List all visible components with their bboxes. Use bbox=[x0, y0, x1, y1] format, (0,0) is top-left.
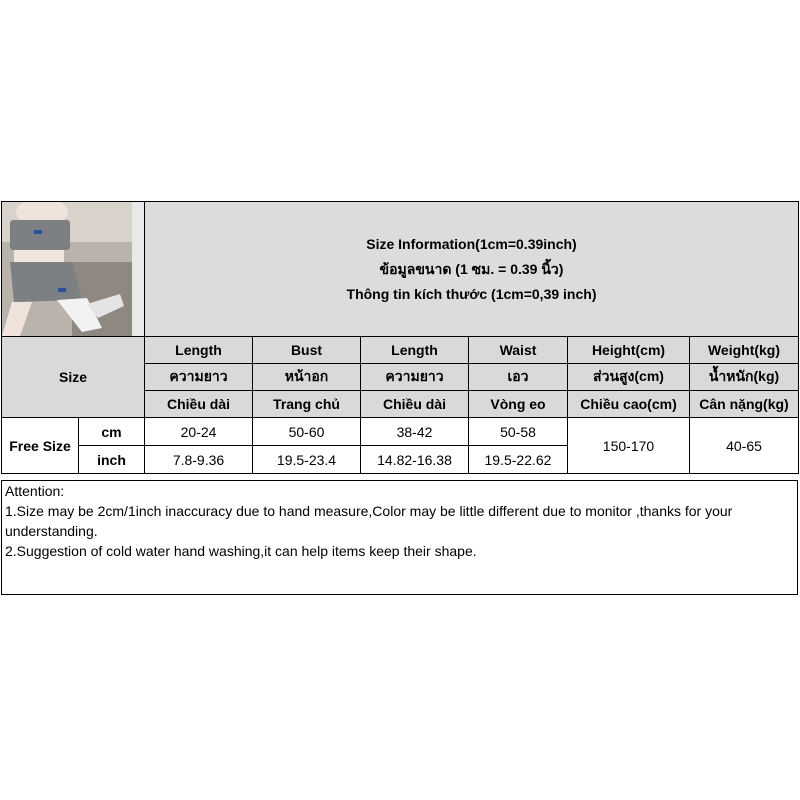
col-header-en: Height(cm) bbox=[568, 337, 690, 364]
table-cell: 14.82-16.38 bbox=[361, 446, 469, 474]
attention-heading: Attention: bbox=[5, 483, 65, 499]
col-header-en: Length bbox=[361, 337, 469, 364]
table-cell: 20-24 bbox=[145, 418, 253, 446]
unit-label-inch: inch bbox=[79, 446, 145, 474]
product-photo bbox=[2, 202, 145, 337]
table-cell: 19.5-22.62 bbox=[469, 446, 568, 474]
col-header-en: Waist bbox=[469, 337, 568, 364]
attention-notes bbox=[1, 480, 798, 595]
size-info-title bbox=[145, 202, 799, 337]
col-header-vi: Vòng eo bbox=[469, 391, 568, 418]
col-header-en: Bust bbox=[253, 337, 361, 364]
col-header-vi: Chiều dài bbox=[145, 391, 253, 418]
col-header-vi: Chiều cao(cm) bbox=[568, 391, 690, 418]
table-cell: 50-58 bbox=[469, 418, 568, 446]
table-cell: 50-60 bbox=[253, 418, 361, 446]
col-header-vi: Chiều dài bbox=[361, 391, 469, 418]
col-header-th: ส่วนสูง(cm) bbox=[568, 364, 690, 391]
title-vietnamese: Thông tin kích thước (1cm=0,39 inch) bbox=[346, 285, 597, 302]
col-header-vi: Trang chủ bbox=[253, 391, 361, 418]
attention-note: 2.Suggestion of cold water hand washing,it can help items keep their shape. bbox=[5, 543, 477, 559]
col-header-vi: Cân nặng(kg) bbox=[690, 391, 799, 418]
title-thai: ข้อมูลขนาด (1 ซม. = 0.39 นิ้ว) bbox=[379, 260, 564, 277]
height-range: 150-170 bbox=[568, 418, 690, 474]
size-name: Free Size bbox=[2, 418, 79, 474]
unit-label-cm: cm bbox=[79, 418, 145, 446]
table-cell: 19.5-23.4 bbox=[253, 446, 361, 474]
table-cell: 38-42 bbox=[361, 418, 469, 446]
attention-note: 1.Size may be 2cm/1inch inaccuracy due to hand measure,Color may be little different due to monitor ,thanks for your understanding. bbox=[5, 503, 733, 539]
size-table bbox=[1, 201, 799, 474]
col-header-th: น้ำหนัก(kg) bbox=[690, 364, 799, 391]
product-photo-image bbox=[2, 202, 132, 336]
col-header-th: ความยาว bbox=[145, 364, 253, 391]
title-english: Size Information(1cm=0.39inch) bbox=[366, 235, 577, 252]
col-header-en: Length bbox=[145, 337, 253, 364]
weight-range: 40-65 bbox=[690, 418, 799, 474]
col-header-th: เอว bbox=[469, 364, 568, 391]
size-chart bbox=[1, 201, 798, 597]
col-header-en: Weight(kg) bbox=[690, 337, 799, 364]
size-header: Size bbox=[2, 337, 145, 418]
col-header-th: ความยาว bbox=[361, 364, 469, 391]
table-cell: 7.8-9.36 bbox=[145, 446, 253, 474]
col-header-th: หน้าอก bbox=[253, 364, 361, 391]
